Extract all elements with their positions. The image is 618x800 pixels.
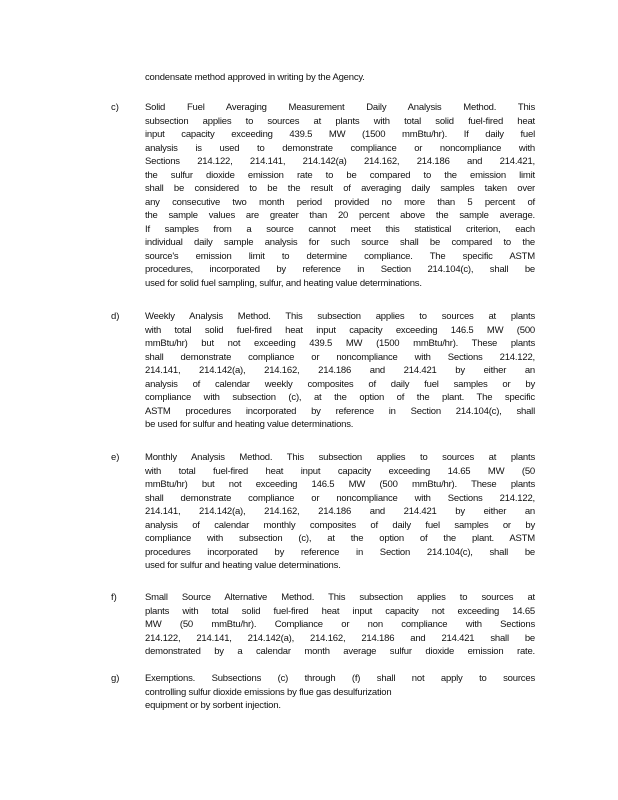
item-d-line: analysis of calendar weekly composites of daily fuel samples or by bbox=[145, 378, 535, 390]
item-c-line: subsection applies to sources at plants with total solid fuel-fired heat bbox=[145, 115, 535, 127]
item-e-line: used for sulfur and heating value determinations. bbox=[145, 560, 341, 571]
item-d-line: Weekly Analysis Method. This subsection applies to sources at plants bbox=[145, 311, 535, 322]
item-c-line: analysis is used to demonstrate compliance or noncompliance with bbox=[145, 142, 535, 154]
item-c-line: used for solid fuel sampling, sulfur, and heating value determinations. bbox=[145, 277, 422, 289]
item-c-line: If samples from a source cannot meet this statistical criterion, each bbox=[145, 223, 535, 235]
item-d-line: mmBtu/hr) but not exceeding 439.5 MW (1500 mmBtu/hr). These plants bbox=[145, 338, 535, 349]
item-e-line: compliance with subsection (c), at the option of the plant. ASTM bbox=[145, 533, 535, 544]
item-d-line: shall demonstrate compliance or noncompliance with Sections 214.122, bbox=[145, 351, 535, 363]
item-e-line: shall demonstrate compliance or noncompliance with Sections 214.122, bbox=[145, 492, 535, 504]
item-label-g: g) bbox=[111, 673, 120, 684]
item-label-d: d) bbox=[111, 311, 120, 322]
item-c-line: Solid Fuel Averaging Measurement Daily Analysis Method. This bbox=[145, 102, 535, 113]
item-c-line: source's emission limit to determine compliance. The specific ASTM bbox=[145, 250, 535, 262]
intro-line: condensate method approved in writing by the Agency. bbox=[145, 72, 365, 83]
item-d-line: 214.141, 214.142(a), 214.162, 214.186 and 214.421 by either an bbox=[145, 365, 535, 376]
item-c-line: shall be considered to be the result of averaging daily samples taken over bbox=[145, 183, 535, 194]
item-d-line: be used for sulfur and heating value determinations. bbox=[145, 419, 354, 430]
item-g-line: controlling sulfur dioxide emissions by flue gas desulfurization bbox=[145, 686, 392, 698]
item-e-line: procedures incorporated by reference in Section 214.104(c), shall be bbox=[145, 546, 535, 558]
item-e-line: with total fuel-fired heat input capacity exceeding 14.65 MW (50 bbox=[145, 465, 535, 477]
item-label-e: e) bbox=[111, 452, 120, 463]
item-f-line: 214.122, 214.141, 214.142(a), 214.162, 214.186 and 214.421 shall be bbox=[145, 632, 535, 644]
item-c-line: the sulfur dioxide emission rate to be compared to the emission limit bbox=[145, 169, 535, 181]
item-c-line: individual daily sample analysis for such source shall be compared to the bbox=[145, 237, 535, 248]
item-f-line: demonstrated by a calendar month average sulfur dioxide emission rate. bbox=[145, 646, 535, 657]
item-c-line: Sections 214.122, 214.141, 214.142(a) 214.162, 214.186 and 214.421, bbox=[145, 156, 535, 167]
item-f-line: MW (50 mmBtu/hr). Compliance or non compliance with Sections bbox=[145, 619, 535, 630]
item-c-line: procedures, incorporated by reference in Section 214.104(c), shall be bbox=[145, 264, 535, 275]
item-label-c: c) bbox=[111, 102, 119, 113]
item-d-line: with total solid fuel-fired heat input capacity exceeding 146.5 MW (500 bbox=[145, 324, 535, 336]
item-e-line: mmBtu/hr) but not exceeding 146.5 MW (500 mmBtu/hr). These plants bbox=[145, 479, 535, 490]
item-g-line: equipment or by sorbent injection. bbox=[145, 700, 281, 711]
item-f-line: Small Source Alternative Method. This subsection applies to sources at bbox=[145, 592, 535, 603]
item-e-line: analysis of calendar monthly composites of daily fuel samples or by bbox=[145, 519, 535, 531]
item-f-line: plants with total solid fuel-fired heat input capacity not exceeding 14.65 bbox=[145, 605, 535, 617]
item-e-line: 214.141, 214.142(a), 214.162, 214.186 and 214.421 by either an bbox=[145, 506, 535, 517]
item-d-line: compliance with subsection (c), at the option of the plant. The specific bbox=[145, 392, 535, 403]
item-c-line: the sample values are greater than 20 percent above the sample average. bbox=[145, 210, 535, 221]
item-g-line: Exemptions. Subsections (c) through (f) shall not apply to sources bbox=[145, 673, 535, 684]
item-label-f: f) bbox=[111, 592, 117, 603]
item-c-line: input capacity exceeding 439.5 MW (1500 mmBtu/hr). If daily fuel bbox=[145, 129, 535, 140]
item-c-line: any consecutive two month period provided no more than 5 percent of bbox=[145, 196, 535, 208]
item-e-line: Monthly Analysis Method. This subsection applies to sources at plants bbox=[145, 452, 535, 463]
item-d-line: ASTM procedures incorporated by reference in Section 214.104(c), shall bbox=[145, 405, 535, 417]
